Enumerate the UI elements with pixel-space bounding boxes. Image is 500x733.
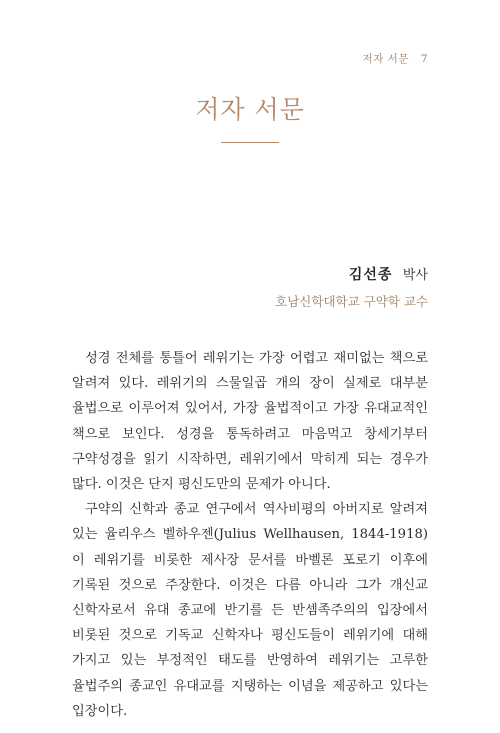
author-title: 박사 [402,268,428,283]
author-name: 김선종 [348,267,393,283]
title-divider [221,142,279,143]
author-line [275,264,428,284]
paragraph-1: 성경 전체를 통틀어 레위기는 가장 어렵고 재미없는 책으로 알려져 있다. 레위기의 스물일곱 개의 장이 실제로 대부분 율법으로 이루어져 있어서, 가장 율법적이고 가장 유대교적인 책으로 보인다. 성경을 통독하려고 마음먹고 창세기부터 구약성경을 읽기 시작하면, 레위기에서 막히게 되는 경우가 많다. 이것은 단지 평신도만의 문제가 아니다. [72,351,428,493]
paragraph-2: 구약의 신학과 종교 연구에서 역사비평의 아버지로 알려져 있는 율리우스 벨하우젠(Julius Wellhausen, 1844-1918)이 레위기를 비롯한 제사장 문서를 바벨론 포로기 이후에 기록된 것으로 주장한다. 이것은 다름 아니라 그가 개신교 신학자로서 유대 종교에 반기를 든 반셈족주의의 입장에서 비롯된 것으로 기독교 신학자나 평신도들이 레위기에 대해 가지고 있는 부정적인 태도를 반영하여 레위기는 고루한 율법주의 종교인 유대교를 지탱하는 이념을 제공하고 있다는 입장이다. [72,502,428,719]
page-number: 7 [420,53,428,65]
running-header [363,51,428,66]
chapter-title: 저자 서문 [195,95,305,124]
running-title: 저자 서문 [362,53,409,65]
author-affiliation: 호남신학대학교 구약학 교수 [275,294,428,309]
author-block [275,264,428,310]
body-text [72,346,428,724]
